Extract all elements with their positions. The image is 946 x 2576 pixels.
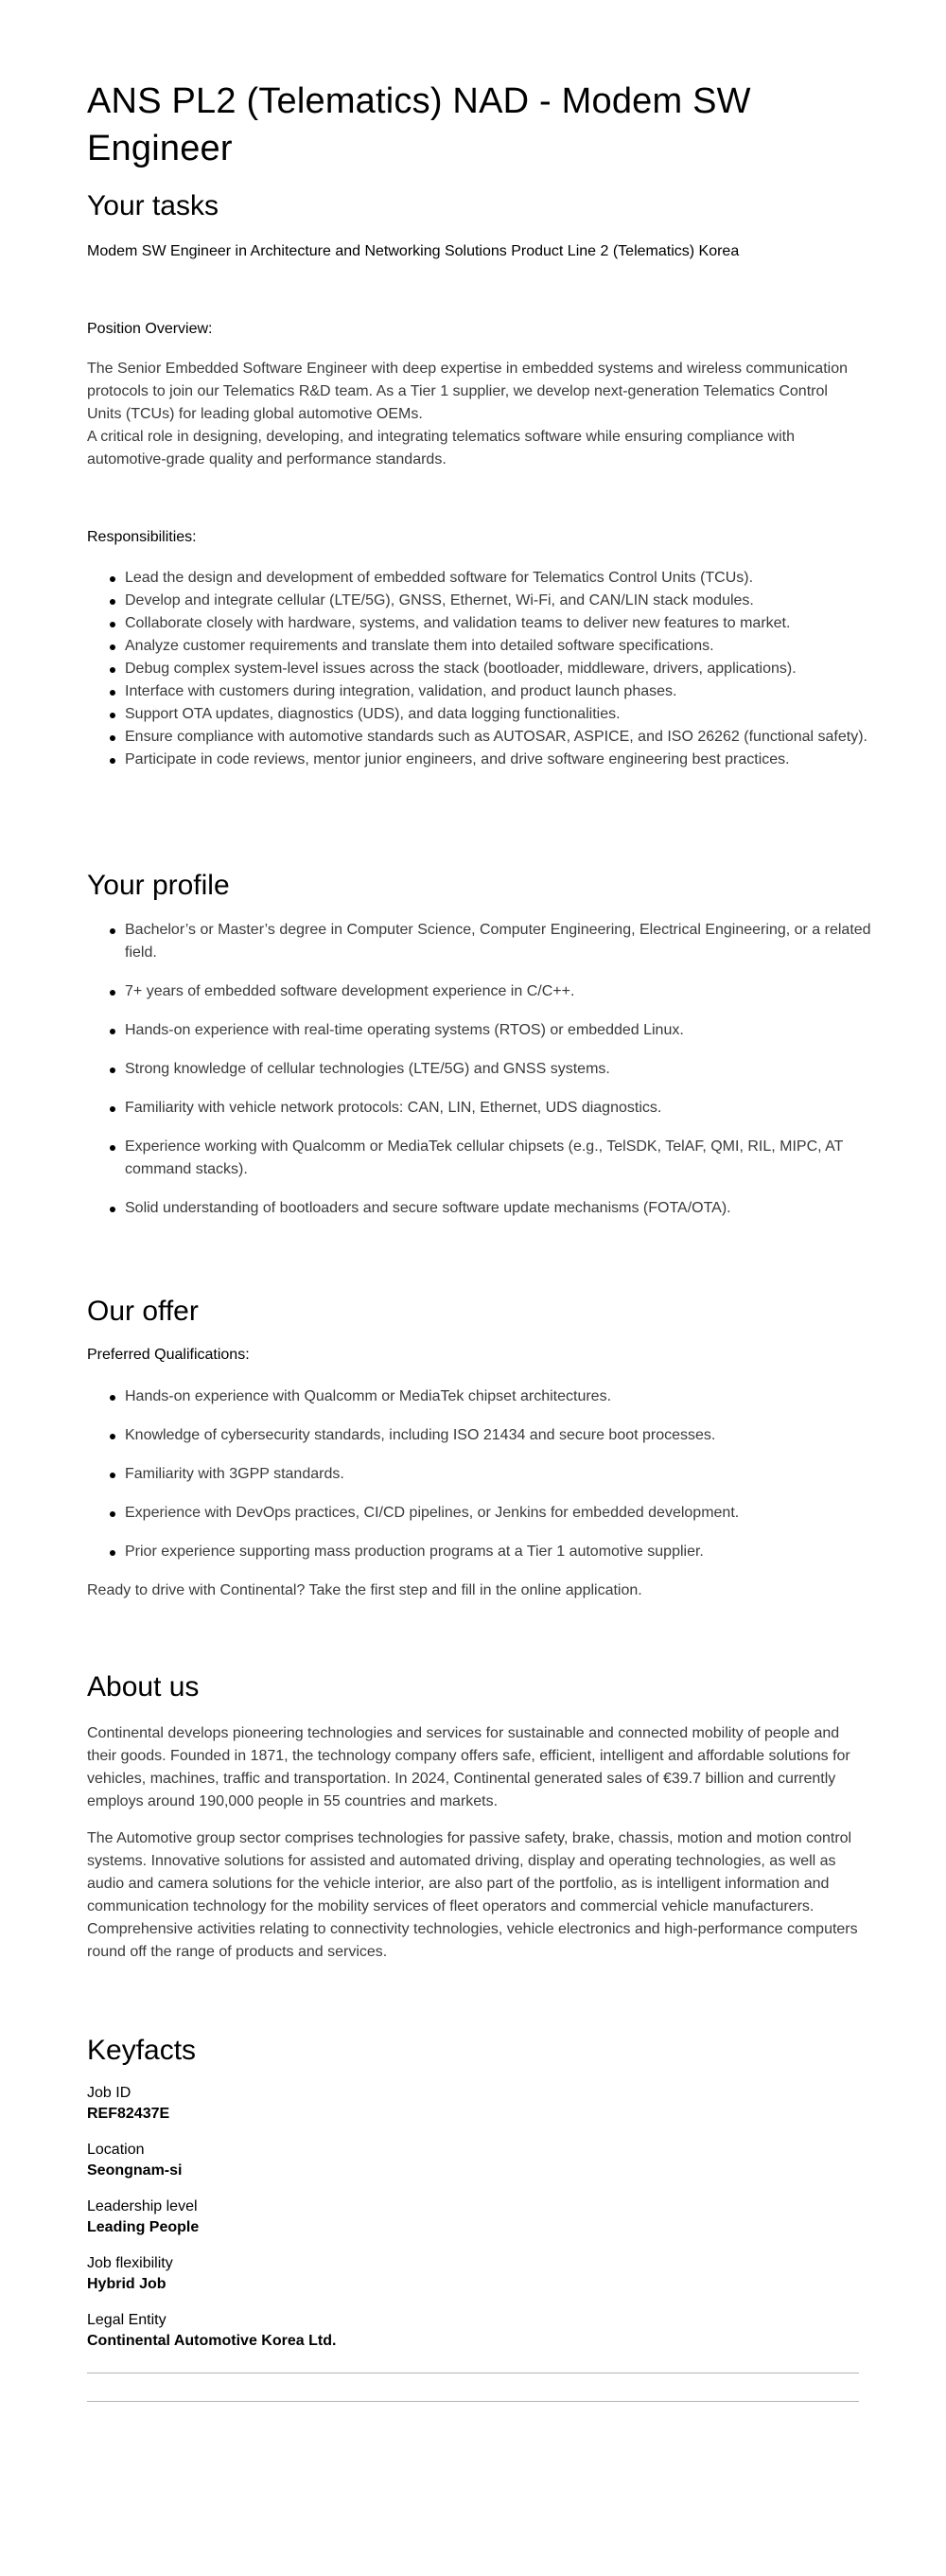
list-item: Solid understanding of bootloaders and secure software update mechanisms (FOTA/OTA). <box>125 1197 897 1220</box>
tasks-heading: Your tasks <box>87 190 219 221</box>
list-item: 7+ years of embedded software development experience in C/C++. <box>125 980 897 1003</box>
list-item: Interface with customers during integration, validation, and product launch phases. <box>125 680 897 703</box>
keyfacts-heading: Keyfacts <box>87 2035 197 2066</box>
keyfact-label: Legal Entity <box>87 2312 166 2328</box>
keyfact-value: Continental Automotive Korea Ltd. <box>87 2333 337 2349</box>
list-item: Prior experience supporting mass production programs at a Tier 1 automotive supplier. <box>125 1541 897 1563</box>
offer-heading: Our offer <box>87 1296 199 1327</box>
list-item: Familiarity with 3GPP standards. <box>125 1463 897 1486</box>
profile-heading: Your profile <box>87 870 230 901</box>
keyfact-label: Leadership level <box>87 2198 198 2214</box>
list-item: Hands-on experience with Qualcomm or MediaTek chipset architectures. <box>125 1385 897 1408</box>
keyfact-value: Leading People <box>87 2219 200 2235</box>
application-cta-text: Ready to drive with Continental? Take the first step and fill in the online application. <box>87 1582 642 1598</box>
keyfact-location <box>87 2140 859 2181</box>
position-overview-label: Position Overview: <box>87 321 213 337</box>
job-title: ANS PL2 (Telematics) NAD - Modem SW Engineer <box>87 81 751 168</box>
keyfact-label: Location <box>87 2142 145 2158</box>
preferred-qualifications-label: Preferred Qualifications: <box>87 1347 250 1363</box>
profile-list <box>87 919 897 1236</box>
position-overview-text-2: A critical role in designing, developing, and integrating telematics software while ensuring compliance with automotive-grade quality and performance standards. <box>87 429 795 468</box>
keyfact-job-flexibility <box>87 2253 859 2295</box>
list-item: Support OTA updates, diagnostics (UDS), and data logging functionalities. <box>125 703 897 726</box>
keyfact-job-id <box>87 2083 859 2125</box>
list-item: Hands-on experience with real-time operating systems (RTOS) or embedded Linux. <box>125 1019 897 1042</box>
keyfact-value: REF82437E <box>87 2106 170 2122</box>
keyfact-value: Hybrid Job <box>87 2276 166 2292</box>
keyfact-label: Job flexibility <box>87 2255 173 2271</box>
list-item: Knowledge of cybersecurity standards, including ISO 21434 and secure boot processes. <box>125 1424 897 1447</box>
list-item: Collaborate closely with hardware, systems, and validation teams to deliver new features to market. <box>125 612 897 635</box>
about-heading: About us <box>87 1671 200 1703</box>
keyfact-leadership-level <box>87 2197 859 2238</box>
list-item: Experience with DevOps practices, CI/CD pipelines, or Jenkins for embedded development. <box>125 1502 897 1525</box>
list-item: Debug complex system-level issues across the stack (bootloader, middleware, drivers, applications). <box>125 658 897 680</box>
responsibilities-label: Responsibilities: <box>87 529 197 545</box>
list-item: Bachelor’s or Master’s degree in Computer Science, Computer Engineering, Electrical Engineering, or a related field. <box>125 919 897 964</box>
list-item: Ensure compliance with automotive standards such as AUTOSAR, ASPICE, and ISO 26262 (functional safety). <box>125 726 897 749</box>
list-item: Strong knowledge of cellular technologies (LTE/5G) and GNSS systems. <box>125 1058 897 1081</box>
list-item: Develop and integrate cellular (LTE/5G), GNSS, Ethernet, Wi-Fi, and CAN/LIN stack modules. <box>125 590 897 612</box>
list-item: Experience working with Qualcomm or MediaTek cellular chipsets (e.g., TelSDK, TelAF, QMI, RIL, MIPC, AT command stacks). <box>125 1136 897 1181</box>
list-item: Analyze customer requirements and translate them into detailed software specifications. <box>125 635 897 658</box>
position-overview-text: The Senior Embedded Software Engineer with deep expertise in embedded systems and wireless communication protocols to join our Telematics R&D team. As a Tier 1 supplier, we develop next-generation Telematics Control Units (TCUs) for leading global automotive OEMs. <box>87 361 848 422</box>
tasks-subtitle: Modem SW Engineer in Architecture and Networking Solutions Product Line 2 (Telematics) Korea <box>87 243 740 259</box>
keyfact-legal-entity <box>87 2310 859 2352</box>
about-paragraph: The Automotive group sector comprises technologies for passive safety, brake, chassis, motion and motion control systems. Innovative solutions for assisted and automated driving, display and operating technologies, as well as audio and camera solutions for the vehicle interior, are also part of the portfolio, as is intelligent information and communication technology for the mobility services of fleet operators and commercial vehicle manufacturers. Comprehensive activities relating to connectivity technologies, vehicle electronics and high-performance computers round off the range of products and services. <box>87 1830 858 1960</box>
about-paragraph: Continental develops pioneering technologies and services for sustainable and connected mobility of people and their goods. Founded in 1871, the technology company offers safe, efficient, intelligent and affordable solutions for vehicles, machines, traffic and transportation. In 2024, Continental generated sales of €39.7 billion and currently employs around 190,000 people in 55 countries and markets. <box>87 1725 850 1809</box>
divider <box>87 2401 859 2402</box>
preferred-qualifications-list <box>87 1385 897 1579</box>
keyfact-label: Job ID <box>87 2085 131 2101</box>
list-item: Participate in code reviews, mentor junior engineers, and drive software engineering best practices. <box>125 749 897 771</box>
list-item: Lead the design and development of embedded software for Telematics Control Units (TCUs). <box>125 567 897 590</box>
list-item: Familiarity with vehicle network protocols: CAN, LIN, Ethernet, UDS diagnostics. <box>125 1097 897 1120</box>
keyfact-value: Seongnam-si <box>87 2162 183 2179</box>
responsibilities-list <box>87 567 897 771</box>
